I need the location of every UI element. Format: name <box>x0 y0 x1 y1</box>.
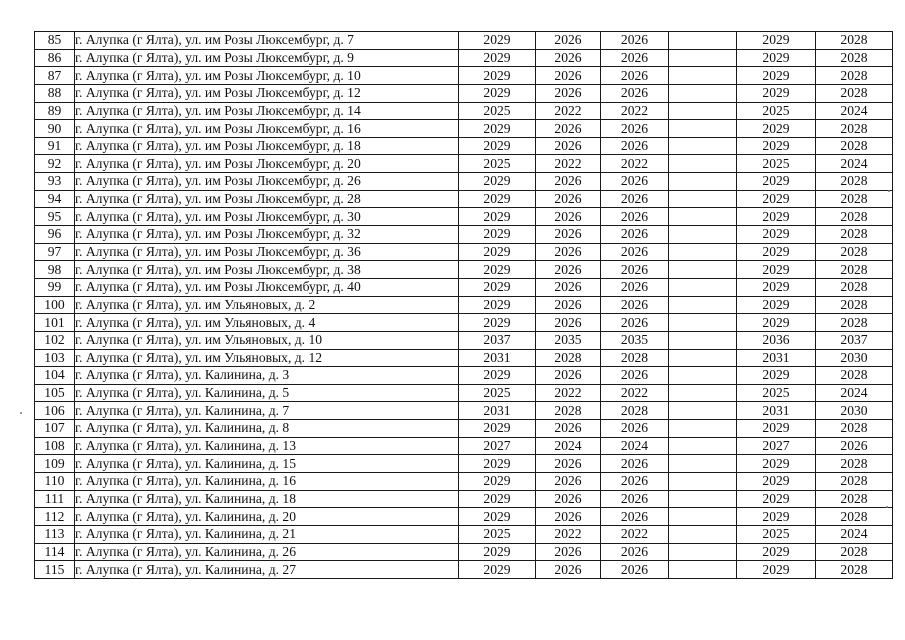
year-cell-3: 2026 <box>601 226 669 244</box>
table-row <box>35 455 893 473</box>
year-cell-6: 2026 <box>816 437 893 455</box>
table-row <box>35 543 893 561</box>
year-cell-2: 2026 <box>536 367 601 385</box>
address-cell: г. Алупка (г Ялта), ул. Калинина, д. 27 <box>75 561 459 579</box>
year-cell-5: 2029 <box>737 67 816 85</box>
year-cell-6: 2024 <box>816 384 893 402</box>
year-cell-6: 2037 <box>816 331 893 349</box>
row-number: 99 <box>35 278 75 296</box>
address-cell: г. Алупка (г Ялта), ул. Калинина, д. 13 <box>75 437 459 455</box>
year-cell-2: 2026 <box>536 208 601 226</box>
year-cell-6: 2028 <box>816 84 893 102</box>
year-cell-3: 2022 <box>601 155 669 173</box>
year-cell-4 <box>669 208 737 226</box>
year-cell-6: 2028 <box>816 543 893 561</box>
year-cell-3: 2026 <box>601 420 669 438</box>
year-cell-1: 2031 <box>459 349 536 367</box>
year-cell-2: 2026 <box>536 543 601 561</box>
address-cell: г. Алупка (г Ялта), ул. им Розы Люксембург, д. 28 <box>75 190 459 208</box>
table-row <box>35 508 893 526</box>
row-number: 104 <box>35 367 75 385</box>
row-number: 88 <box>35 84 75 102</box>
year-cell-2: 2026 <box>536 561 601 579</box>
year-cell-2: 2024 <box>536 437 601 455</box>
year-cell-5: 2029 <box>737 420 816 438</box>
address-cell: г. Алупка (г Ялта), ул. им Розы Люксембург, д. 32 <box>75 226 459 244</box>
year-cell-1: 2029 <box>459 49 536 67</box>
year-cell-5: 2029 <box>737 173 816 191</box>
year-cell-6: 2030 <box>816 349 893 367</box>
table-row <box>35 49 893 67</box>
year-cell-5: 2029 <box>737 49 816 67</box>
row-number: 102 <box>35 331 75 349</box>
address-cell: г. Алупка (г Ялта), ул. им Розы Люксембург, д. 20 <box>75 155 459 173</box>
table-row <box>35 226 893 244</box>
table-row <box>35 32 893 50</box>
address-cell: г. Алупка (г Ялта), ул. им Розы Люксембург, д. 26 <box>75 173 459 191</box>
year-cell-3: 2026 <box>601 84 669 102</box>
address-cell: г. Алупка (г Ялта), ул. им Розы Люксембург, д. 9 <box>75 49 459 67</box>
year-cell-4 <box>669 120 737 138</box>
table-row <box>35 102 893 120</box>
year-cell-3: 2026 <box>601 49 669 67</box>
row-number: 97 <box>35 243 75 261</box>
year-cell-1: 2029 <box>459 84 536 102</box>
year-cell-3: 2026 <box>601 543 669 561</box>
year-cell-4 <box>669 49 737 67</box>
row-number: 101 <box>35 314 75 332</box>
year-cell-3: 2026 <box>601 32 669 50</box>
year-cell-6: 2028 <box>816 67 893 85</box>
address-cell: г. Алупка (г Ялта), ул. Калинина, д. 8 <box>75 420 459 438</box>
year-cell-5: 2029 <box>737 561 816 579</box>
year-cell-6: 2028 <box>816 490 893 508</box>
year-cell-2: 2035 <box>536 331 601 349</box>
scan-speck <box>886 506 888 508</box>
year-cell-2: 2026 <box>536 473 601 491</box>
table-row <box>35 190 893 208</box>
year-cell-4 <box>669 508 737 526</box>
year-cell-6: 2028 <box>816 173 893 191</box>
row-number: 109 <box>35 455 75 473</box>
table-body <box>35 32 893 579</box>
table-row <box>35 473 893 491</box>
year-cell-6: 2028 <box>816 473 893 491</box>
year-cell-2: 2026 <box>536 67 601 85</box>
year-cell-1: 2031 <box>459 402 536 420</box>
year-cell-6: 2024 <box>816 155 893 173</box>
year-cell-5: 2029 <box>737 543 816 561</box>
year-cell-3: 2026 <box>601 314 669 332</box>
year-cell-5: 2029 <box>737 137 816 155</box>
year-cell-1: 2029 <box>459 278 536 296</box>
year-cell-1: 2029 <box>459 455 536 473</box>
year-cell-3: 2026 <box>601 173 669 191</box>
year-cell-4 <box>669 455 737 473</box>
year-cell-6: 2028 <box>816 243 893 261</box>
row-number: 112 <box>35 508 75 526</box>
row-number: 100 <box>35 296 75 314</box>
year-cell-3: 2028 <box>601 402 669 420</box>
table-row <box>35 525 893 543</box>
table-row <box>35 84 893 102</box>
year-cell-3: 2022 <box>601 102 669 120</box>
year-cell-2: 2026 <box>536 261 601 279</box>
year-cell-3: 2026 <box>601 490 669 508</box>
year-cell-6: 2028 <box>816 278 893 296</box>
table-row <box>35 331 893 349</box>
address-cell: г. Алупка (г Ялта), ул. им Розы Люксембург, д. 14 <box>75 102 459 120</box>
row-number: 87 <box>35 67 75 85</box>
year-cell-2: 2026 <box>536 120 601 138</box>
year-cell-4 <box>669 190 737 208</box>
table-row <box>35 261 893 279</box>
address-cell: г. Алупка (г Ялта), ул. им Розы Люксембург, д. 38 <box>75 261 459 279</box>
year-cell-1: 2029 <box>459 490 536 508</box>
year-cell-2: 2026 <box>536 296 601 314</box>
address-cell: г. Алупка (г Ялта), ул. Калинина, д. 15 <box>75 455 459 473</box>
address-cell: г. Алупка (г Ялта), ул. Калинина, д. 21 <box>75 525 459 543</box>
year-cell-2: 2026 <box>536 84 601 102</box>
row-number: 105 <box>35 384 75 402</box>
row-number: 94 <box>35 190 75 208</box>
row-number: 111 <box>35 490 75 508</box>
address-cell: г. Алупка (г Ялта), ул. им Ульяновых, д. 12 <box>75 349 459 367</box>
year-cell-5: 2025 <box>737 525 816 543</box>
year-cell-5: 2025 <box>737 102 816 120</box>
year-cell-4 <box>669 543 737 561</box>
year-cell-1: 2029 <box>459 120 536 138</box>
year-cell-2: 2026 <box>536 49 601 67</box>
year-cell-4 <box>669 278 737 296</box>
year-cell-5: 2029 <box>737 261 816 279</box>
year-cell-4 <box>669 525 737 543</box>
row-number: 110 <box>35 473 75 491</box>
year-cell-3: 2026 <box>601 278 669 296</box>
address-cell: г. Алупка (г Ялта), ул. Калинина, д. 26 <box>75 543 459 561</box>
year-cell-4 <box>669 155 737 173</box>
row-number: 95 <box>35 208 75 226</box>
row-number: 86 <box>35 49 75 67</box>
year-cell-4 <box>669 67 737 85</box>
year-cell-3: 2026 <box>601 208 669 226</box>
row-number: 91 <box>35 137 75 155</box>
year-cell-6: 2028 <box>816 49 893 67</box>
table-row <box>35 490 893 508</box>
year-cell-4 <box>669 32 737 50</box>
scan-speck <box>888 190 890 192</box>
table-row <box>35 402 893 420</box>
row-number: 113 <box>35 525 75 543</box>
table-row <box>35 155 893 173</box>
year-cell-3: 2026 <box>601 455 669 473</box>
row-number: 92 <box>35 155 75 173</box>
year-cell-5: 2029 <box>737 226 816 244</box>
year-cell-4 <box>669 437 737 455</box>
address-cell: г. Алупка (г Ялта), ул. Калинина, д. 5 <box>75 384 459 402</box>
row-number: 85 <box>35 32 75 50</box>
year-cell-4 <box>669 384 737 402</box>
year-cell-6: 2030 <box>816 402 893 420</box>
year-cell-3: 2026 <box>601 561 669 579</box>
row-number: 107 <box>35 420 75 438</box>
address-cell: г. Алупка (г Ялта), ул. Калинина, д. 20 <box>75 508 459 526</box>
year-cell-6: 2028 <box>816 508 893 526</box>
year-cell-1: 2025 <box>459 102 536 120</box>
year-cell-3: 2026 <box>601 296 669 314</box>
year-cell-3: 2026 <box>601 243 669 261</box>
year-cell-6: 2028 <box>816 455 893 473</box>
year-cell-5: 2029 <box>737 455 816 473</box>
year-cell-1: 2025 <box>459 525 536 543</box>
row-number: 114 <box>35 543 75 561</box>
year-cell-5: 2029 <box>737 296 816 314</box>
row-number: 115 <box>35 561 75 579</box>
address-cell: г. Алупка (г Ялта), ул. им Розы Люксембург, д. 40 <box>75 278 459 296</box>
year-cell-2: 2026 <box>536 420 601 438</box>
year-cell-5: 2025 <box>737 155 816 173</box>
year-cell-5: 2029 <box>737 190 816 208</box>
address-cell: г. Алупка (г Ялта), ул. им Ульяновых, д. 4 <box>75 314 459 332</box>
table-row <box>35 420 893 438</box>
year-cell-1: 2029 <box>459 173 536 191</box>
table-row <box>35 314 893 332</box>
year-cell-1: 2025 <box>459 384 536 402</box>
year-cell-5: 2029 <box>737 314 816 332</box>
year-cell-2: 2028 <box>536 349 601 367</box>
table-row <box>35 296 893 314</box>
year-cell-3: 2026 <box>601 367 669 385</box>
year-cell-2: 2026 <box>536 190 601 208</box>
table-row <box>35 384 893 402</box>
year-cell-3: 2026 <box>601 473 669 491</box>
year-cell-4 <box>669 226 737 244</box>
year-cell-3: 2026 <box>601 120 669 138</box>
year-cell-5: 2029 <box>737 32 816 50</box>
year-cell-1: 2029 <box>459 67 536 85</box>
table-row <box>35 173 893 191</box>
year-cell-2: 2022 <box>536 155 601 173</box>
address-cell: г. Алупка (г Ялта), ул. им Розы Люксембург, д. 18 <box>75 137 459 155</box>
year-cell-4 <box>669 102 737 120</box>
year-cell-4 <box>669 261 737 279</box>
year-cell-1: 2029 <box>459 32 536 50</box>
address-cell: г. Алупка (г Ялта), ул. им Розы Люксембург, д. 36 <box>75 243 459 261</box>
year-cell-5: 2029 <box>737 367 816 385</box>
address-cell: г. Алупка (г Ялта), ул. Калинина, д. 3 <box>75 367 459 385</box>
year-cell-4 <box>669 84 737 102</box>
year-cell-1: 2029 <box>459 561 536 579</box>
year-cell-5: 2027 <box>737 437 816 455</box>
year-cell-4 <box>669 331 737 349</box>
row-number: 89 <box>35 102 75 120</box>
year-cell-1: 2029 <box>459 473 536 491</box>
row-number: 93 <box>35 173 75 191</box>
schedule-table <box>34 31 893 579</box>
year-cell-6: 2024 <box>816 102 893 120</box>
year-cell-1: 2029 <box>459 508 536 526</box>
year-cell-3: 2026 <box>601 190 669 208</box>
year-cell-6: 2028 <box>816 120 893 138</box>
year-cell-3: 2026 <box>601 261 669 279</box>
table-row <box>35 278 893 296</box>
scan-speck <box>20 412 22 414</box>
year-cell-2: 2026 <box>536 455 601 473</box>
address-cell: г. Алупка (г Ялта), ул. им Ульяновых, д. 2 <box>75 296 459 314</box>
year-cell-1: 2029 <box>459 243 536 261</box>
year-cell-1: 2029 <box>459 367 536 385</box>
year-cell-4 <box>669 490 737 508</box>
table-row <box>35 349 893 367</box>
year-cell-4 <box>669 349 737 367</box>
year-cell-6: 2028 <box>816 261 893 279</box>
year-cell-3: 2035 <box>601 331 669 349</box>
year-cell-6: 2028 <box>816 137 893 155</box>
year-cell-1: 2025 <box>459 155 536 173</box>
year-cell-5: 2029 <box>737 84 816 102</box>
row-number: 103 <box>35 349 75 367</box>
year-cell-2: 2028 <box>536 402 601 420</box>
address-cell: г. Алупка (г Ялта), ул. им Розы Люксембург, д. 12 <box>75 84 459 102</box>
table-row <box>35 561 893 579</box>
year-cell-2: 2026 <box>536 314 601 332</box>
year-cell-1: 2029 <box>459 190 536 208</box>
year-cell-5: 2036 <box>737 331 816 349</box>
year-cell-2: 2026 <box>536 508 601 526</box>
year-cell-5: 2029 <box>737 508 816 526</box>
year-cell-6: 2028 <box>816 190 893 208</box>
year-cell-4 <box>669 420 737 438</box>
year-cell-1: 2029 <box>459 314 536 332</box>
year-cell-3: 2022 <box>601 525 669 543</box>
address-cell: г. Алупка (г Ялта), ул. им Розы Люксембург, д. 7 <box>75 32 459 50</box>
year-cell-6: 2024 <box>816 525 893 543</box>
year-cell-5: 2029 <box>737 208 816 226</box>
year-cell-4 <box>669 173 737 191</box>
year-cell-5: 2029 <box>737 243 816 261</box>
year-cell-3: 2026 <box>601 137 669 155</box>
year-cell-4 <box>669 137 737 155</box>
row-number: 108 <box>35 437 75 455</box>
year-cell-2: 2022 <box>536 384 601 402</box>
table-row <box>35 437 893 455</box>
year-cell-6: 2028 <box>816 561 893 579</box>
year-cell-6: 2028 <box>816 314 893 332</box>
year-cell-2: 2026 <box>536 278 601 296</box>
year-cell-3: 2026 <box>601 508 669 526</box>
year-cell-2: 2026 <box>536 32 601 50</box>
year-cell-2: 2026 <box>536 243 601 261</box>
year-cell-1: 2029 <box>459 261 536 279</box>
row-number: 96 <box>35 226 75 244</box>
row-number: 98 <box>35 261 75 279</box>
year-cell-4 <box>669 473 737 491</box>
year-cell-6: 2028 <box>816 226 893 244</box>
address-cell: г. Алупка (г Ялта), ул. им Ульяновых, д. 10 <box>75 331 459 349</box>
year-cell-1: 2029 <box>459 137 536 155</box>
year-cell-1: 2029 <box>459 296 536 314</box>
table-row <box>35 120 893 138</box>
year-cell-3: 2022 <box>601 384 669 402</box>
year-cell-2: 2026 <box>536 137 601 155</box>
table-row <box>35 67 893 85</box>
year-cell-5: 2031 <box>737 402 816 420</box>
year-cell-5: 2029 <box>737 120 816 138</box>
year-cell-5: 2031 <box>737 349 816 367</box>
year-cell-3: 2028 <box>601 349 669 367</box>
address-cell: г. Алупка (г Ялта), ул. им Розы Люксембург, д. 10 <box>75 67 459 85</box>
year-cell-6: 2028 <box>816 367 893 385</box>
year-cell-4 <box>669 561 737 579</box>
year-cell-3: 2024 <box>601 437 669 455</box>
year-cell-5: 2029 <box>737 278 816 296</box>
year-cell-2: 2026 <box>536 173 601 191</box>
table-row <box>35 243 893 261</box>
year-cell-4 <box>669 402 737 420</box>
year-cell-5: 2029 <box>737 473 816 491</box>
year-cell-1: 2037 <box>459 331 536 349</box>
year-cell-2: 2026 <box>536 226 601 244</box>
year-cell-5: 2025 <box>737 384 816 402</box>
address-cell: г. Алупка (г Ялта), ул. Калинина, д. 7 <box>75 402 459 420</box>
address-cell: г. Алупка (г Ялта), ул. Калинина, д. 16 <box>75 473 459 491</box>
year-cell-4 <box>669 243 737 261</box>
address-cell: г. Алупка (г Ялта), ул. им Розы Люксембург, д. 30 <box>75 208 459 226</box>
year-cell-5: 2029 <box>737 490 816 508</box>
table-row <box>35 208 893 226</box>
year-cell-6: 2028 <box>816 296 893 314</box>
year-cell-1: 2029 <box>459 226 536 244</box>
address-cell: г. Алупка (г Ялта), ул. им Розы Люксембург, д. 16 <box>75 120 459 138</box>
year-cell-1: 2029 <box>459 543 536 561</box>
year-cell-2: 2026 <box>536 490 601 508</box>
year-cell-2: 2022 <box>536 525 601 543</box>
year-cell-2: 2022 <box>536 102 601 120</box>
year-cell-3: 2026 <box>601 67 669 85</box>
table-row <box>35 367 893 385</box>
year-cell-1: 2029 <box>459 208 536 226</box>
year-cell-6: 2028 <box>816 420 893 438</box>
year-cell-1: 2027 <box>459 437 536 455</box>
year-cell-4 <box>669 296 737 314</box>
table-row <box>35 137 893 155</box>
row-number: 90 <box>35 120 75 138</box>
row-number: 106 <box>35 402 75 420</box>
year-cell-6: 2028 <box>816 208 893 226</box>
year-cell-4 <box>669 367 737 385</box>
year-cell-1: 2029 <box>459 420 536 438</box>
address-cell: г. Алупка (г Ялта), ул. Калинина, д. 18 <box>75 490 459 508</box>
year-cell-4 <box>669 314 737 332</box>
year-cell-6: 2028 <box>816 32 893 50</box>
